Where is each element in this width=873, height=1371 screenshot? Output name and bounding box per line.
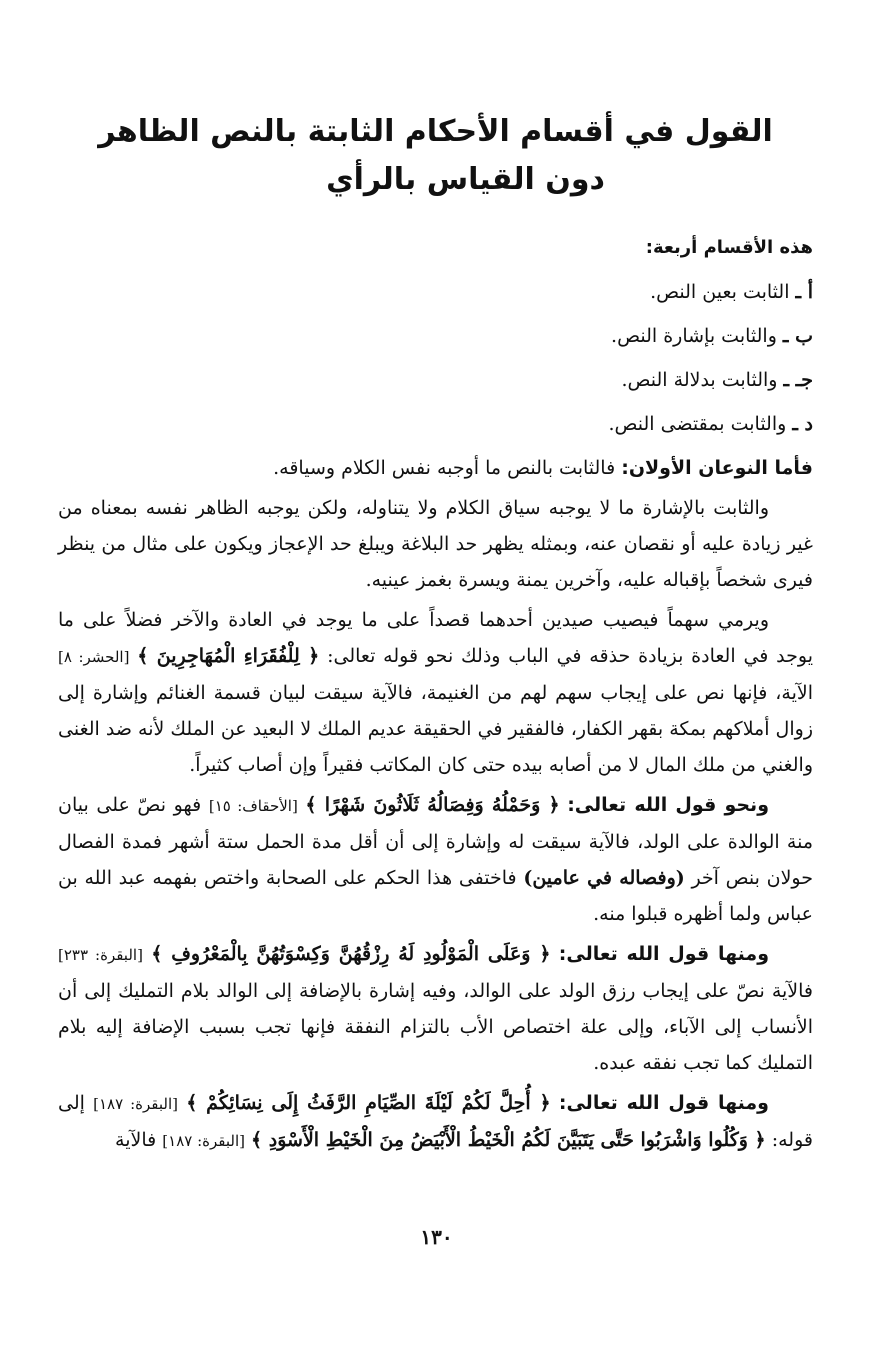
list-text: والثابت بإشارة النص. [611,325,777,347]
paragraph-ishara: والثابت بالإشارة ما لا يوجبه سياق الكلام ولا يتناوله، ولكن يوجبه الظاهر نفسه بمعناه من غير زيادة عليه أو نقصان عنه، وبمثله يظهر حد البلاغة ويبلغ حد الإعجاز ويكون على مثال من ينظر فيرى شخصاً بإقباله عليه، وآخرين يمنة ويسرة بغمز عينيه. [58,497,813,591]
title-line-2: دون القياس بالرأي [326,162,605,197]
paragraph-example-mawlud [58,936,813,1081]
page-body [58,230,813,1159]
paragraph-text: فهو نصّ على بيان منة الوالدة على الولد، فالآية سيقت له وإشارة إلى أن أقل مدة الحمل ستة أشهر فمدة الفصال حولان بنص آخر [58,794,813,889]
list-text: والثابت بدلالة النص. [621,369,778,391]
list-marker: جـ ـ [783,369,813,391]
quran-verse: ﴿ أُحِلَّ لَكُمْ لَيْلَةَ الصِّيَامِ الرَّفَثُ إِلَى نِسَائِكُمْ ﴾ [186,1092,551,1114]
paragraph-text: فالآية نصّ على إيجاب رزق الولد على الوالد، وفيه إشارة بالإضافة إلى الوالد بلام التمليك إلى أن الأنساب إلى الآباء، وإلى علة اختصاص الأب بالتزام النفقة فإنها تجب بسبب الإضافة إليه بلام التمليك كما تجب نفقه عبده. [58,980,813,1074]
list-item-c [58,362,813,398]
paragraph-text: فاختفى هذا الحكم على الصحابة واختص بفهمه عبد الله بن عباس ولما أظهره قبلوا منه. [58,867,813,925]
verse-reference: [البقرة: ١٨٧] [162,1132,245,1150]
quran-verse: ﴿ وَكُلُوا وَاشْرَبُوا حَتَّى يَتَبَيَّنَ لَكُمُ الْخَيْطُ الْأَبْيَضُ مِنَ الْخَيْطِ الْأَسْوَدِ ﴾ [251,1129,766,1151]
paragraph-text: إلى قوله: [58,1092,813,1151]
list-text: الثابت بعين النص. [650,281,790,303]
paragraph-lead: ومنها قول الله تعالى: [558,943,770,965]
list-item-b [58,318,813,354]
paragraph-example-fuqara [58,602,813,783]
paragraph-text: فالثابت بالنص ما أوجبه نفس الكلام وسياقه. [273,457,616,479]
chapter-title [58,108,813,204]
paragraph-lead: فأما النوعان الأولان: [621,457,813,479]
list-item-d [58,406,813,442]
paragraph-text: الآية، فإنها نص على إيجاب سهم لهم من الغنيمة، فالآية سيقت لبيان قسمة الغنائم وإشارة إلى زوال أملاكهم بمكة بقهر الكفار، فالفقير في الحقيقة عديم الملك لا البعيد عن الملك لأنه ضد الغنى والغني من ملك المال لا من أصابه بيده حتى كان المكاتب فقيراً وإن أصاب كثيراً. [58,682,813,776]
paragraph-first-two-types [58,450,813,486]
paragraph-text: ويرمي سهماً فيصيب صيدين أحدهما قصداً على ما يوجد في العادة والآخر فضلاً على ما يوجد في العادة بزيادة حذقه في الباب وذلك نحو قوله تعالى: [58,609,813,667]
paragraph-text: فالآية [115,1129,157,1151]
list-marker: د ـ [792,413,813,435]
quran-verse: ﴿ وَحَمْلُهُ وَفِصَالُهُ ثَلَاثُونَ شَهْرًا ﴾ [305,794,560,816]
paragraph-example-haml [58,787,813,932]
paragraph-lead: ومنها قول الله تعالى: [558,1092,769,1114]
bold-quote: (وفصاله في عامين) [523,867,685,889]
paragraph-example-siyam [58,1085,813,1159]
verse-reference: [البقرة: ١٨٧] [93,1095,178,1113]
verse-reference: [الحشر: ٨] [58,648,130,666]
title-line-1: القول في أقسام الأحكام الثابتة بالنص الظاهر [98,114,773,149]
list-marker: ب ـ [782,325,813,347]
intro-heading: هذه الأقسام أربعة: [645,237,813,258]
verse-reference: [البقرة: ٢٣٣] [58,946,143,964]
verse-reference: [الأحقاف: ١٥] [208,797,298,815]
page-number: ١٣٠ [420,1225,453,1249]
list-text: والثابت بمقتضى النص. [608,413,787,435]
paragraph-lead: ونحو قول الله تعالى: [567,794,770,816]
list-item-a [58,274,813,310]
list-marker: أ ـ [795,281,813,303]
quran-verse: ﴿ لِلْفُقَرَاءِ الْمُهَاجِرِينَ ﴾ [137,645,320,667]
quran-verse: ﴿ وَعَلَى الْمَوْلُودِ لَهُ رِزْقُهُنَّ وَكِسْوَتُهُنَّ بِالْمَعْرُوفِ ﴾ [151,943,551,965]
